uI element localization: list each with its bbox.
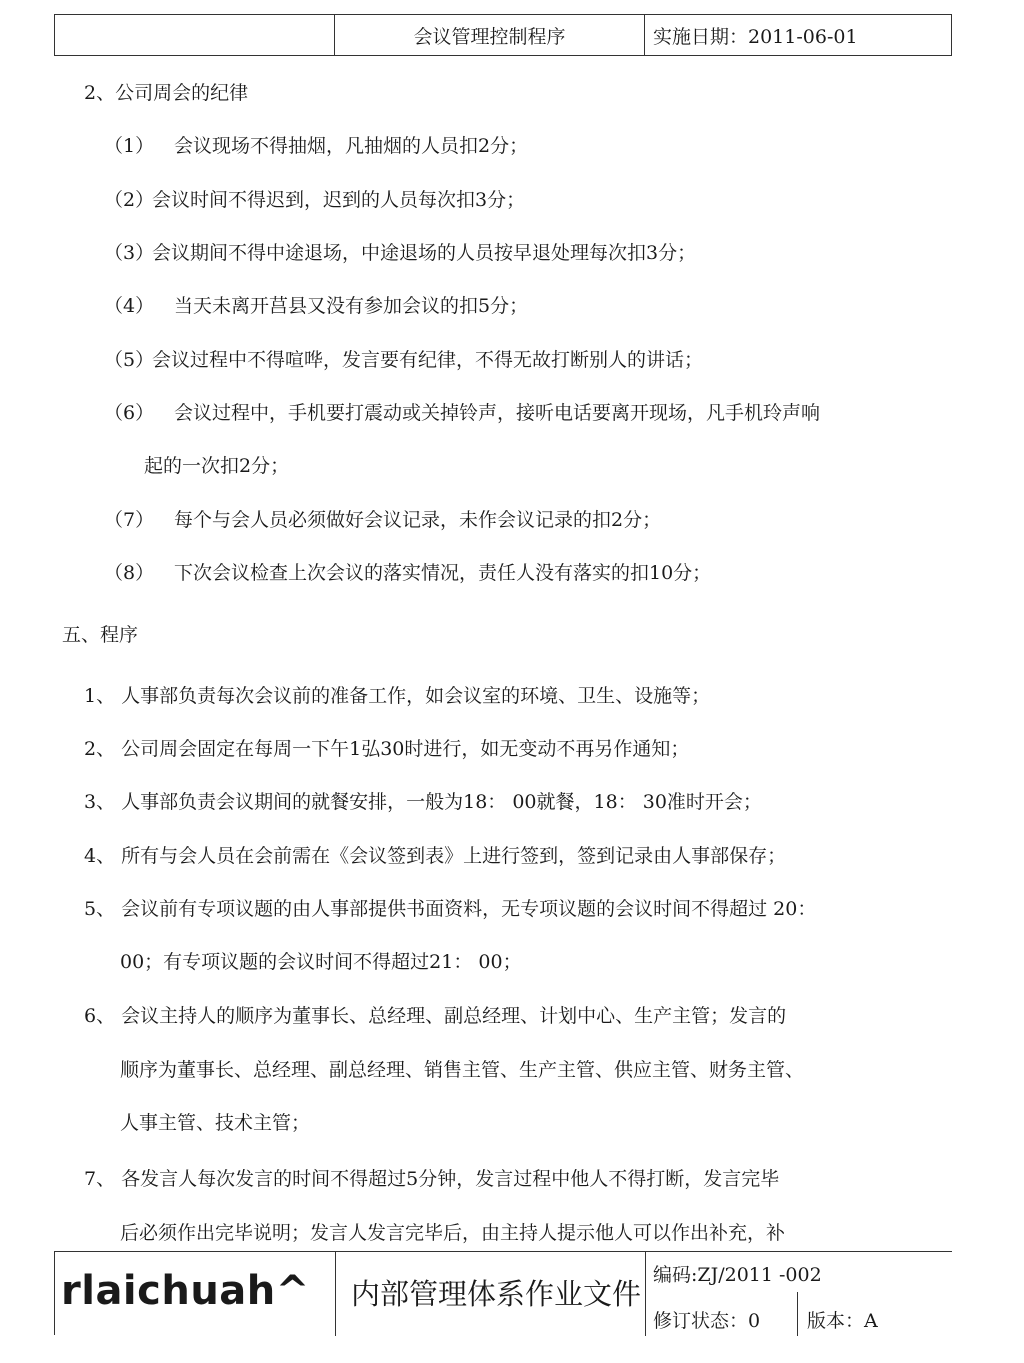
company-logo: rlaichuah^ bbox=[61, 1268, 310, 1314]
rule-2-num: （2） bbox=[104, 189, 155, 211]
footer-version: 版本：A bbox=[807, 1310, 878, 1332]
procedure-6: 6、 会议主持人的顺序为董事长、总经理、副总经理、计划中心、生产主管；发言的 bbox=[84, 1005, 787, 1027]
header-title: 会议管理控制程序 bbox=[335, 15, 645, 55]
rule-1-text: 会议现场不得抽烟，凡抽烟的人员扣2分； bbox=[174, 135, 529, 157]
rule-2-text: 会议时间不得迟到，迟到的人员每次扣3分； bbox=[152, 189, 526, 211]
rule-5-text: 会议过程中不得喧哗，发言要有纪律，不得无故打断别人的讲话； bbox=[152, 349, 704, 371]
header-table bbox=[54, 14, 952, 56]
header-date: 实施日期：2011-06-01 bbox=[653, 25, 858, 48]
footer-doc-title: 内部管理体系作业文件 bbox=[351, 1277, 642, 1311]
footer-table bbox=[54, 1251, 952, 1335]
procedure-1: 1、 人事部负责每次会议前的准备工作，如会议室的环境、卫生、设施等； bbox=[84, 685, 711, 707]
procedure-6-continuation-1: 顺序为董事长、总经理、副总经理、销售主管、生产主管、供应主管、财务主管、 bbox=[120, 1059, 805, 1081]
rule-3-num: （3） bbox=[104, 242, 155, 264]
rule-6-text: 会议过程中，手机要打震动或关掉铃声，接听电话要离开现场，凡手机玲声响 bbox=[174, 402, 821, 424]
rule-7-text: 每个与会人员必须做好会议记录，未作会议记录的扣2分； bbox=[174, 509, 662, 531]
procedure-7: 7、 各发言人每次发言的时间不得超过5分钟，发言过程中他人不得打断，发言完毕 bbox=[84, 1168, 780, 1190]
rule-6-num: （6） bbox=[104, 402, 155, 424]
rule-4-text: 当天未离开莒县又没有参加会议的扣5分； bbox=[174, 295, 529, 317]
footer-divider bbox=[797, 1292, 798, 1336]
rule-1-num: （1） bbox=[104, 135, 155, 157]
procedure-5-continuation: 00；有专项议题的会议时间不得超过21： 00； bbox=[120, 951, 522, 973]
footer-divider bbox=[335, 1252, 336, 1336]
header-blank-cell bbox=[55, 15, 335, 55]
rule-3-text: 会议期间不得中途退场，中途退场的人员按早退处理每次扣3分； bbox=[152, 242, 697, 264]
procedure-3: 3、 人事部负责会议期间的就餐安排，一般为18： 00就餐，18： 30准时开会； bbox=[84, 791, 762, 813]
rule-7-num: （7） bbox=[104, 509, 155, 531]
rule-8-num: （8） bbox=[104, 562, 155, 584]
rule-5-num: （5） bbox=[104, 349, 155, 371]
rule-4-num: （4） bbox=[104, 295, 155, 317]
procedure-6-continuation-2: 人事主管、技术主管； bbox=[120, 1112, 311, 1134]
section2-title: 2、公司周会的纪律 bbox=[84, 82, 249, 104]
rule-8-text: 下次会议检查上次会议的落实情况，责任人没有落实的扣10分； bbox=[174, 562, 712, 584]
procedure-2: 2、 公司周会固定在每周一下午1弘30时进行，如无变动不再另作通知； bbox=[84, 738, 690, 760]
rule-6-continuation: 起的一次扣2分； bbox=[144, 455, 290, 477]
footer-revision: 修订状态：0 bbox=[653, 1310, 761, 1332]
procedure-7-continuation: 后必须作出完毕说明；发言人发言完毕后，由主持人提示他人可以作出补充，补 bbox=[120, 1222, 786, 1244]
section5-title: 五、程序 bbox=[62, 624, 139, 646]
procedure-4: 4、 所有与会人员在会前需在《会议签到表》上进行签到，签到记录由人事部保存； bbox=[84, 845, 787, 867]
footer-doc-code: 编码:ZJ/2011 -002 bbox=[653, 1264, 822, 1286]
procedure-5: 5、 会议前有专项议题的由人事部提供书面资料，无专项议题的会议时间不得超过 20： bbox=[84, 898, 817, 920]
footer-divider bbox=[645, 1252, 646, 1336]
